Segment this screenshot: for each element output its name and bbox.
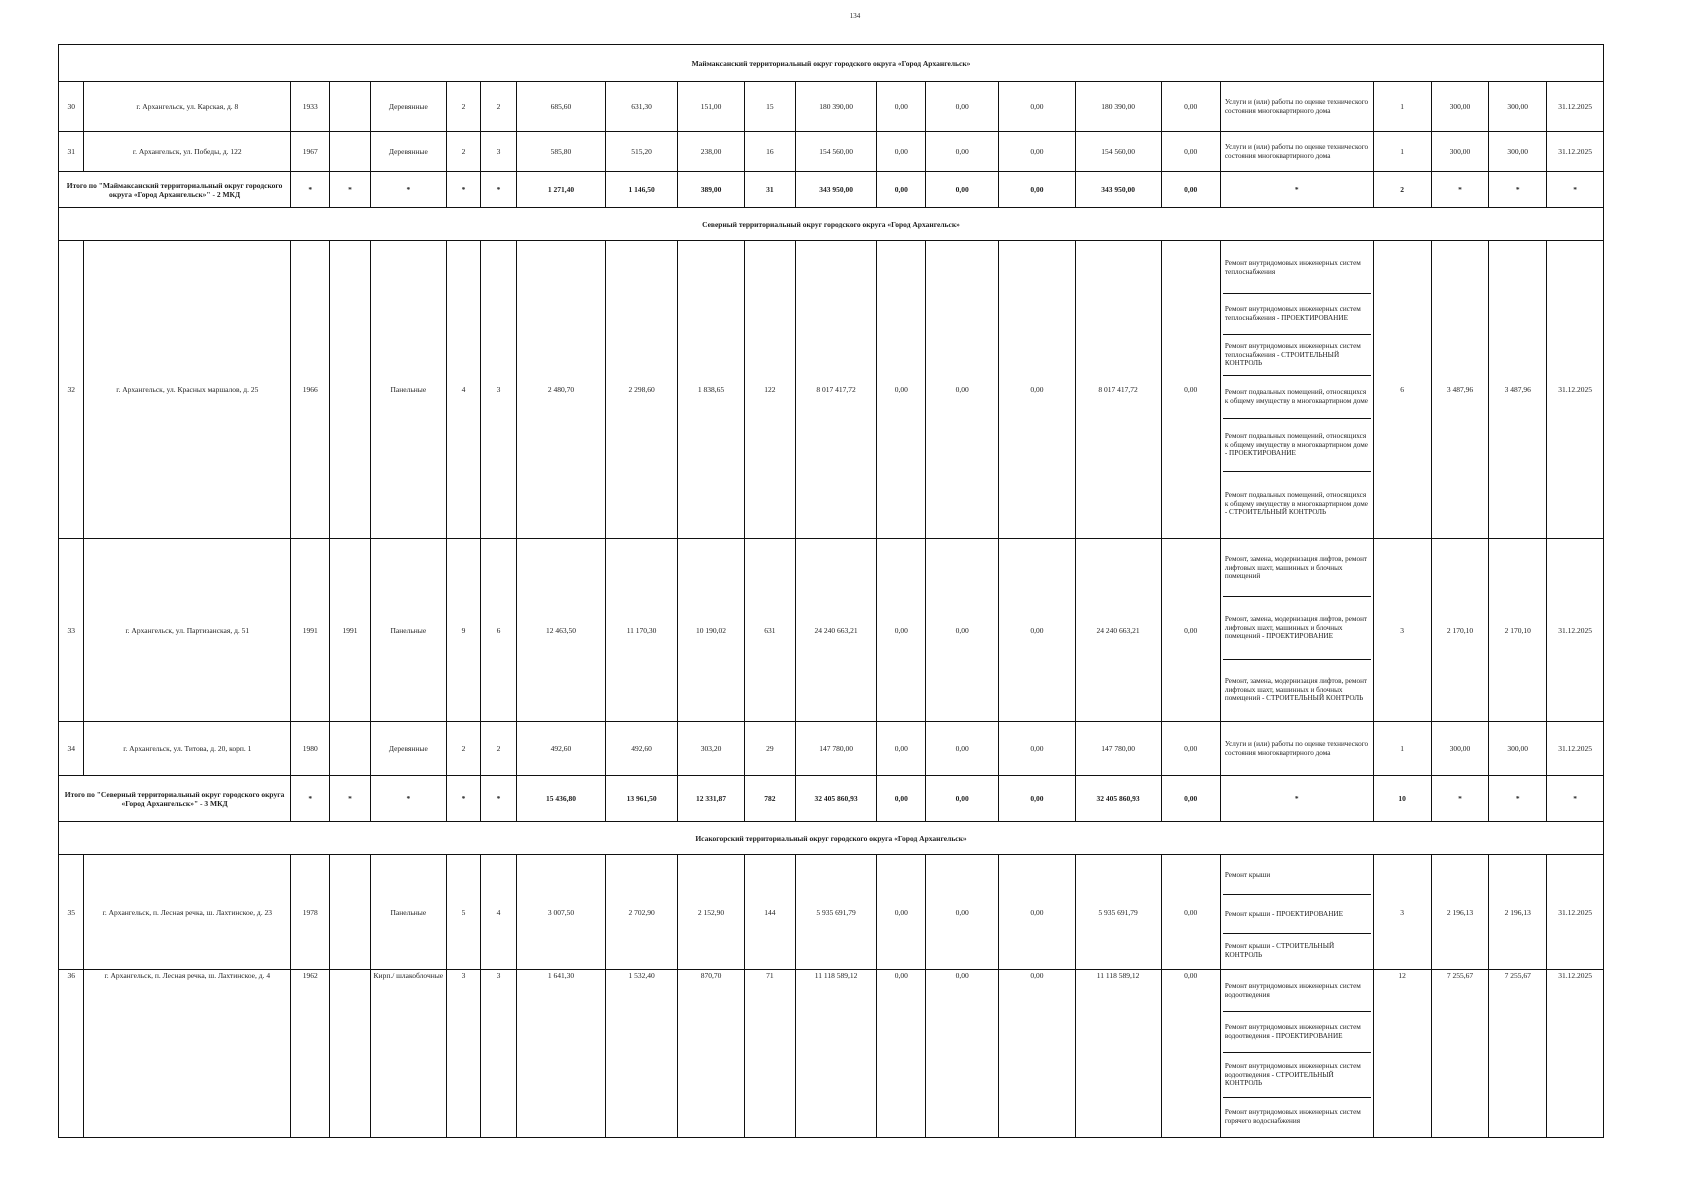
- cost-other-cell: 0,00: [1161, 722, 1220, 776]
- year-built-cell: 1966: [291, 241, 330, 539]
- area-resid-cell: 303,20: [678, 722, 745, 776]
- section-title: Маймаксанский территориальный округ городского округа «Город Архангельск»: [59, 45, 1604, 82]
- work-item: Услуги и (или) работы по оценке технического состояния многоквартирного дома: [1224, 739, 1369, 757]
- floors-cell: 2: [447, 132, 481, 172]
- year-built-cell: 1991: [291, 539, 330, 722]
- work-item: Ремонт внутридомовых инженерных систем водоотведения - ПРОЕКТИРОВАНИЕ: [1223, 1012, 1371, 1053]
- area-living-cell: 631,30: [606, 82, 678, 132]
- work-item: Услуги и (или) работы по оценке технического состояния многоквартирного дома: [1224, 142, 1369, 160]
- cost-owners-cell: 5 935 691,79: [1075, 855, 1161, 970]
- year-built-cell: 1980: [291, 722, 330, 776]
- works-cell: [1220, 855, 1373, 970]
- total-material: *: [370, 776, 446, 822]
- cost-local-cell: 0,00: [999, 241, 1075, 539]
- work-count-cell: 12: [1373, 970, 1431, 1138]
- section-title: Северный территориальный округ городского округа «Город Архангельск»: [59, 208, 1604, 241]
- total-floors: *: [447, 172, 481, 208]
- cost-local-cell: 0,00: [999, 539, 1075, 722]
- area-resid-cell: 2 152,90: [678, 855, 745, 970]
- row-number: 31: [59, 132, 84, 172]
- people-cell: 144: [744, 855, 795, 970]
- total-unit-cost: *: [1431, 172, 1488, 208]
- deadline-cell: 31.12.2025: [1547, 722, 1604, 776]
- material-cell: Панельные: [370, 855, 446, 970]
- area-living-cell: 515,20: [606, 132, 678, 172]
- cost-owners-cell: 24 240 663,21: [1075, 539, 1161, 722]
- cost-fund-cell: 0,00: [877, 132, 926, 172]
- entrances-cell: 6: [480, 539, 516, 722]
- max-unit-cost-cell: 2 196,13: [1489, 855, 1547, 970]
- people-cell: 29: [744, 722, 795, 776]
- works-cell: [1220, 82, 1373, 132]
- area-total-cell: 2 480,70: [516, 241, 605, 539]
- total-entrances: *: [480, 172, 516, 208]
- floors-cell: 2: [447, 82, 481, 132]
- capital-repair-table: [58, 44, 1604, 1138]
- address-cell: г. Архангельск, ул. Карская, д. 8: [84, 82, 291, 132]
- year-commission-cell: [330, 855, 370, 970]
- max-unit-cost-cell: 2 170,10: [1489, 539, 1547, 722]
- section-title: Исакогорский территориальный округ городского округа «Город Архангельск»: [59, 822, 1604, 855]
- work-count-cell: 1: [1373, 722, 1431, 776]
- total-area-total: 1 271,40: [516, 172, 605, 208]
- year-commission-cell: [330, 970, 370, 1138]
- works-cell: [1220, 970, 1373, 1138]
- area-resid-cell: 238,00: [678, 132, 745, 172]
- material-cell: Панельные: [370, 241, 446, 539]
- total-year-built: *: [291, 776, 330, 822]
- deadline-cell: 31.12.2025: [1547, 82, 1604, 132]
- people-cell: 71: [744, 970, 795, 1138]
- cost-total-cell: 11 118 589,12: [795, 970, 877, 1138]
- work-item: Ремонт внутридомовых инженерных систем теплоснабжения - ПРОЕКТИРОВАНИЕ: [1223, 294, 1371, 335]
- area-total-cell: 492,60: [516, 722, 605, 776]
- total-work-count: 10: [1373, 776, 1431, 822]
- total-area-living: 1 146,50: [606, 172, 678, 208]
- total-row: [59, 776, 1604, 822]
- area-total-cell: 685,60: [516, 82, 605, 132]
- unit-cost-cell: 2 170,10: [1431, 539, 1488, 722]
- cost-owners-cell: 147 780,00: [1075, 722, 1161, 776]
- area-living-cell: 492,60: [606, 722, 678, 776]
- year-commission-cell: 1991: [330, 539, 370, 722]
- material-cell: Деревянные: [370, 82, 446, 132]
- area-total-cell: 1 641,30: [516, 970, 605, 1138]
- cost-fund-cell: 0,00: [877, 539, 926, 722]
- year-built-cell: 1967: [291, 132, 330, 172]
- total-material: *: [370, 172, 446, 208]
- total-area-resid: 12 331,87: [678, 776, 745, 822]
- table-row: [59, 82, 1604, 132]
- year-built-cell: 1962: [291, 970, 330, 1138]
- material-cell: Деревянные: [370, 722, 446, 776]
- cost-total-cell: 5 935 691,79: [795, 855, 877, 970]
- material-cell: Кирп./ шлакоблочные: [370, 970, 446, 1138]
- area-living-cell: 2 702,90: [606, 855, 678, 970]
- people-cell: 122: [744, 241, 795, 539]
- total-max-unit-cost: *: [1489, 776, 1547, 822]
- table-row: [59, 539, 1604, 722]
- total-area-total: 15 436,80: [516, 776, 605, 822]
- address-cell: г. Архангельск, ул. Красных маршалов, д. 25: [84, 241, 291, 539]
- total-cost-region: 0,00: [926, 172, 999, 208]
- total-works: *: [1220, 776, 1373, 822]
- total-people: 782: [744, 776, 795, 822]
- work-count-cell: 1: [1373, 82, 1431, 132]
- page-number: 134: [849, 12, 861, 20]
- total-entrances: *: [480, 776, 516, 822]
- year-built-cell: 1978: [291, 855, 330, 970]
- people-cell: 631: [744, 539, 795, 722]
- cost-region-cell: 0,00: [926, 970, 999, 1138]
- cost-owners-cell: 154 560,00: [1075, 132, 1161, 172]
- material-cell: Панельные: [370, 539, 446, 722]
- area-total-cell: 3 007,50: [516, 855, 605, 970]
- area-resid-cell: 10 190,02: [678, 539, 745, 722]
- work-item: Услуги и (или) работы по оценке технического состояния многоквартирного дома: [1224, 97, 1369, 115]
- table-body: [59, 45, 1604, 1138]
- cost-other-cell: 0,00: [1161, 855, 1220, 970]
- total-cost-other: 0,00: [1161, 776, 1220, 822]
- floors-cell: 9: [447, 539, 481, 722]
- entrances-cell: 3: [480, 970, 516, 1138]
- cost-other-cell: 0,00: [1161, 241, 1220, 539]
- area-living-cell: 2 298,60: [606, 241, 678, 539]
- row-number: 32: [59, 241, 84, 539]
- work-item: Ремонт внутридомовых инженерных систем водоотведения: [1223, 971, 1371, 1012]
- deadline-cell: 31.12.2025: [1547, 970, 1604, 1138]
- deadline-cell: 31.12.2025: [1547, 855, 1604, 970]
- work-item: Ремонт, замена, модернизация лифтов, ремонт лифтовых шахт, машинных и блочных помещений - ПРОЕКТИРОВАНИЕ: [1223, 597, 1371, 660]
- total-cost-owners: 32 405 860,93: [1075, 776, 1161, 822]
- people-cell: 16: [744, 132, 795, 172]
- area-resid-cell: 151,00: [678, 82, 745, 132]
- work-item: Ремонт внутридомовых инженерных систем водоотведения - СТРОИТЕЛЬНЫЙ КОНТРОЛЬ: [1223, 1053, 1371, 1098]
- area-total-cell: 585,80: [516, 132, 605, 172]
- cost-owners-cell: 11 118 589,12: [1075, 970, 1161, 1138]
- year-commission-cell: [330, 82, 370, 132]
- total-max-unit-cost: *: [1489, 172, 1547, 208]
- total-cost-other: 0,00: [1161, 172, 1220, 208]
- total-year-commission: *: [330, 172, 370, 208]
- deadline-cell: 31.12.2025: [1547, 241, 1604, 539]
- max-unit-cost-cell: 7 255,67: [1489, 970, 1547, 1138]
- row-number: 34: [59, 722, 84, 776]
- total-work-count: 2: [1373, 172, 1431, 208]
- cost-total-cell: 180 390,00: [795, 82, 877, 132]
- unit-cost-cell: 3 487,96: [1431, 241, 1488, 539]
- year-commission-cell: [330, 132, 370, 172]
- entrances-cell: 2: [480, 722, 516, 776]
- total-cost-total: 32 405 860,93: [795, 776, 877, 822]
- cost-owners-cell: 180 390,00: [1075, 82, 1161, 132]
- unit-cost-cell: 7 255,67: [1431, 970, 1488, 1138]
- entrances-cell: 4: [480, 855, 516, 970]
- work-item: Ремонт крыши - СТРОИТЕЛЬНЫЙ КОНТРОЛЬ: [1224, 942, 1335, 959]
- work-item: Ремонт подвальных помещений, относящихся к общему имуществу в многоквартирном доме - ПРОЕКТИРОВАНИЕ: [1223, 419, 1371, 472]
- cost-other-cell: 0,00: [1161, 132, 1220, 172]
- works-cell: [1220, 241, 1373, 539]
- people-cell: 15: [744, 82, 795, 132]
- cost-owners-cell: 8 017 417,72: [1075, 241, 1161, 539]
- cost-region-cell: 0,00: [926, 82, 999, 132]
- cost-total-cell: 147 780,00: [795, 722, 877, 776]
- cost-local-cell: 0,00: [999, 855, 1075, 970]
- total-cost-local: 0,00: [999, 776, 1075, 822]
- work-item: Ремонт внутридомовых инженерных систем горячего водоснабжения: [1224, 1108, 1361, 1125]
- work-item: Ремонт, замена, модернизация лифтов, ремонт лифтовых шахт, машинных и блочных помещений: [1223, 540, 1371, 597]
- floors-cell: 2: [447, 722, 481, 776]
- work-count-cell: 6: [1373, 241, 1431, 539]
- address-cell: г. Архангельск, п. Лесная речка, ш. Лахтинское, д. 23: [84, 855, 291, 970]
- total-cost-local: 0,00: [999, 172, 1075, 208]
- floors-cell: 3: [447, 970, 481, 1138]
- deadline-cell: 31.12.2025: [1547, 132, 1604, 172]
- work-item: Ремонт крыши: [1223, 856, 1371, 895]
- deadline-cell: 31.12.2025: [1547, 539, 1604, 722]
- table-row: [59, 132, 1604, 172]
- entrances-cell: 2: [480, 82, 516, 132]
- work-item: Ремонт подвальных помещений, относящихся к общему имуществу в многоквартирном доме - СТРОИТЕЛЬНЫЙ КОНТРОЛЬ: [1224, 491, 1368, 517]
- total-year-commission: *: [330, 776, 370, 822]
- work-item: Ремонт внутридомовых инженерных систем теплоснабжения - СТРОИТЕЛЬНЫЙ КОНТРОЛЬ: [1223, 335, 1371, 376]
- cost-fund-cell: 0,00: [877, 722, 926, 776]
- max-unit-cost-cell: 300,00: [1489, 82, 1547, 132]
- unit-cost-cell: 300,00: [1431, 132, 1488, 172]
- work-item: Ремонт внутридомовых инженерных систем теплоснабжения: [1223, 243, 1371, 294]
- address-cell: г. Архангельск, ул. Партизанская, д. 51: [84, 539, 291, 722]
- floors-cell: 4: [447, 241, 481, 539]
- table-row: [59, 241, 1604, 539]
- total-unit-cost: *: [1431, 776, 1488, 822]
- max-unit-cost-cell: 300,00: [1489, 722, 1547, 776]
- address-cell: г. Архангельск, ул. Титова, д. 20, корп. 1: [84, 722, 291, 776]
- total-floors: *: [447, 776, 481, 822]
- total-cost-owners: 343 950,00: [1075, 172, 1161, 208]
- cost-total-cell: 154 560,00: [795, 132, 877, 172]
- total-area-living: 13 961,50: [606, 776, 678, 822]
- table-row: [59, 722, 1604, 776]
- floors-cell: 5: [447, 855, 481, 970]
- cost-local-cell: 0,00: [999, 722, 1075, 776]
- row-number: 33: [59, 539, 84, 722]
- row-number: 30: [59, 82, 84, 132]
- area-living-cell: 1 532,40: [606, 970, 678, 1138]
- total-cost-fund: 0,00: [877, 172, 926, 208]
- total-deadline: *: [1547, 776, 1604, 822]
- entrances-cell: 3: [480, 132, 516, 172]
- work-item: Ремонт подвальных помещений, относящихся к общему имуществу в многоквартирном доме: [1223, 376, 1371, 419]
- cost-other-cell: 0,00: [1161, 970, 1220, 1138]
- row-number: 36: [59, 970, 84, 1138]
- total-cost-total: 343 950,00: [795, 172, 877, 208]
- total-area-resid: 389,00: [678, 172, 745, 208]
- cost-fund-cell: 0,00: [877, 82, 926, 132]
- total-cost-region: 0,00: [926, 776, 999, 822]
- total-people: 31: [744, 172, 795, 208]
- table-row: [59, 855, 1604, 970]
- total-label: Итого по "Маймаксанский территориальный округ городского округа «Город Архангельск»" - 2 МКД: [59, 172, 291, 208]
- area-total-cell: 12 463,50: [516, 539, 605, 722]
- address-cell: г. Архангельск, п. Лесная речка, ш. Лахтинское, д. 4: [84, 970, 291, 1138]
- year-commission-cell: [330, 722, 370, 776]
- area-resid-cell: 870,70: [678, 970, 745, 1138]
- cost-total-cell: 8 017 417,72: [795, 241, 877, 539]
- total-deadline: *: [1547, 172, 1604, 208]
- cost-other-cell: 0,00: [1161, 82, 1220, 132]
- cost-other-cell: 0,00: [1161, 539, 1220, 722]
- cost-region-cell: 0,00: [926, 241, 999, 539]
- work-item: Ремонт крыши - ПРОЕКТИРОВАНИЕ: [1223, 895, 1371, 934]
- unit-cost-cell: 2 196,13: [1431, 855, 1488, 970]
- cost-region-cell: 0,00: [926, 539, 999, 722]
- total-label: Итого по "Северный территориальный округ городского округа «Город Архангельск»" - 3 МКД: [59, 776, 291, 822]
- entrances-cell: 3: [480, 241, 516, 539]
- works-cell: [1220, 132, 1373, 172]
- year-built-cell: 1933: [291, 82, 330, 132]
- work-count-cell: 3: [1373, 855, 1431, 970]
- works-cell: [1220, 539, 1373, 722]
- cost-local-cell: 0,00: [999, 970, 1075, 1138]
- max-unit-cost-cell: 3 487,96: [1489, 241, 1547, 539]
- table-row: [59, 970, 1604, 1138]
- total-year-built: *: [291, 172, 330, 208]
- work-item: Ремонт, замена, модернизация лифтов, ремонт лифтовых шахт, машинных и блочных помещений - СТРОИТЕЛЬНЫЙ КОНТРОЛЬ: [1224, 677, 1368, 703]
- cost-local-cell: 0,00: [999, 82, 1075, 132]
- work-count-cell: 1: [1373, 132, 1431, 172]
- cost-region-cell: 0,00: [926, 722, 999, 776]
- unit-cost-cell: 300,00: [1431, 82, 1488, 132]
- row-number: 35: [59, 855, 84, 970]
- cost-fund-cell: 0,00: [877, 855, 926, 970]
- area-resid-cell: 1 838,65: [678, 241, 745, 539]
- total-cost-fund: 0,00: [877, 776, 926, 822]
- area-living-cell: 11 170,30: [606, 539, 678, 722]
- cost-region-cell: 0,00: [926, 132, 999, 172]
- works-cell: [1220, 722, 1373, 776]
- cost-local-cell: 0,00: [999, 132, 1075, 172]
- cost-fund-cell: 0,00: [877, 970, 926, 1138]
- year-commission-cell: [330, 241, 370, 539]
- material-cell: Деревянные: [370, 132, 446, 172]
- cost-total-cell: 24 240 663,21: [795, 539, 877, 722]
- cost-region-cell: 0,00: [926, 855, 999, 970]
- work-count-cell: 3: [1373, 539, 1431, 722]
- unit-cost-cell: 300,00: [1431, 722, 1488, 776]
- total-row: [59, 172, 1604, 208]
- max-unit-cost-cell: 300,00: [1489, 132, 1547, 172]
- cost-fund-cell: 0,00: [877, 241, 926, 539]
- total-works: *: [1220, 172, 1373, 208]
- address-cell: г. Архангельск, ул. Победы, д. 122: [84, 132, 291, 172]
